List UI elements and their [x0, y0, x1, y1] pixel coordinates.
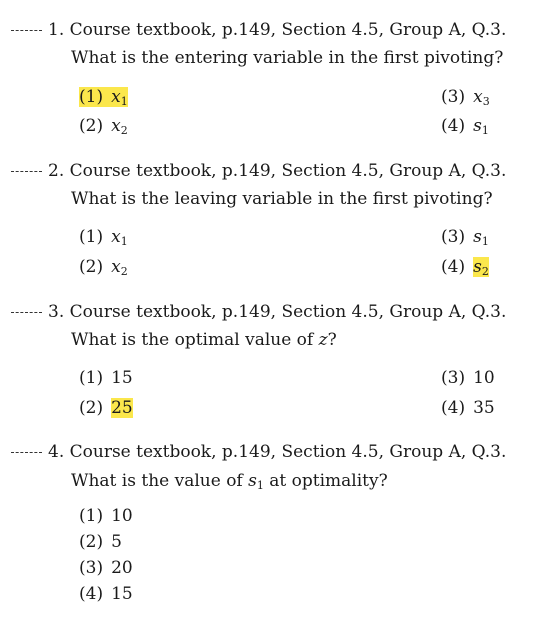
option-2	[79, 532, 122, 552]
question-header	[48, 20, 506, 40]
option-label: (2)	[79, 116, 104, 136]
option-3	[441, 368, 495, 388]
question-number: 4.	[48, 442, 65, 462]
variable-z: z	[318, 330, 328, 350]
option-1	[79, 368, 133, 388]
question-text: What is the leaving variable in the first pivoting?	[71, 189, 493, 209]
option-variable: $x_1$	[111, 227, 128, 248]
option-label: (4)	[441, 398, 466, 418]
option-label: (2)	[79, 532, 104, 552]
option-value: 15	[111, 584, 133, 604]
question-number: 3.	[48, 302, 65, 322]
option-4	[441, 257, 489, 282]
option-value: 10	[473, 368, 495, 388]
answer-blank	[11, 312, 42, 313]
option-label: (4)	[79, 584, 104, 604]
question-number: 1.	[48, 20, 65, 40]
option-label: (4)	[441, 116, 466, 136]
option-variable: $s_2$	[473, 257, 489, 278]
option-label: (4)	[441, 257, 466, 277]
option-variable: $s_1$	[473, 227, 489, 248]
option-4	[79, 584, 133, 604]
answer-blank	[11, 452, 42, 453]
option-label: (3)	[441, 87, 466, 107]
option-label: (3)	[441, 227, 466, 247]
option-label: (3)	[441, 368, 466, 388]
option-2	[79, 116, 128, 141]
option-variable: $x_2$	[111, 257, 128, 278]
option-value: 15	[111, 368, 133, 388]
option-value: 25	[111, 398, 133, 418]
option-value: 10	[111, 506, 133, 526]
option-label: (1)	[79, 506, 104, 526]
question-source: Course textbook, p.149, Section 4.5, Group A, Q.3.	[69, 20, 507, 40]
answer-blank	[11, 30, 42, 31]
option-label: (1)	[79, 227, 104, 247]
option-value: 35	[473, 398, 495, 418]
option-1	[79, 506, 133, 526]
option-1	[79, 87, 128, 112]
option-variable: $s_1$	[473, 116, 489, 137]
option-3	[441, 87, 490, 112]
option-3	[441, 227, 489, 252]
option-2	[79, 257, 128, 282]
option-3	[79, 558, 133, 578]
option-label: (2)	[79, 257, 104, 277]
question-text: What is the optimal value of z?	[71, 330, 337, 350]
question-number: 2.	[48, 161, 65, 181]
question-text: What is the entering variable in the first pivoting?	[71, 48, 504, 68]
question-source: Course textbook, p.149, Section 4.5, Group A, Q.3.	[69, 161, 507, 181]
option-label: (1)	[79, 87, 104, 107]
option-1	[79, 227, 128, 252]
option-highlight	[79, 87, 128, 107]
option-2	[79, 398, 133, 418]
option-4	[441, 398, 495, 418]
option-label: (2)	[79, 398, 104, 418]
option-variable: $x_2$	[111, 116, 128, 137]
option-4	[441, 116, 489, 141]
option-variable: $x_1$	[111, 87, 128, 108]
option-value: 5	[111, 532, 122, 552]
option-label: (3)	[79, 558, 104, 578]
option-variable: $x_3$	[473, 87, 490, 108]
question-source: Course textbook, p.149, Section 4.5, Group A, Q.3.	[69, 442, 507, 462]
question-text: What is the value of $s_1$ at optimality?	[71, 471, 388, 492]
variable-s1: $s_1$	[248, 471, 264, 492]
question-header	[48, 161, 506, 181]
question-header	[48, 302, 506, 322]
answer-blank	[11, 171, 42, 172]
option-label: (1)	[79, 368, 104, 388]
option-value: 20	[111, 558, 133, 578]
question-header	[48, 442, 506, 462]
question-source: Course textbook, p.149, Section 4.5, Group A, Q.3.	[69, 302, 507, 322]
